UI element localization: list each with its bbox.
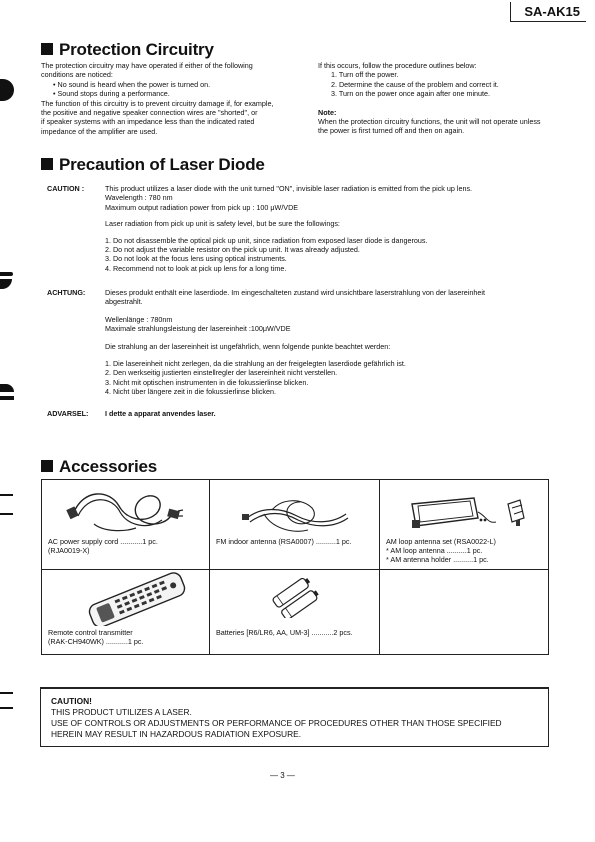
am-loop-antenna-icon [408, 490, 538, 534]
power-cord-icon [64, 484, 184, 536]
page-number: — 3 — [270, 771, 295, 780]
binding-mark [0, 513, 13, 515]
model-number: SA-AK15 [510, 2, 586, 22]
caution-label: CAUTION : [47, 184, 85, 193]
section-bullet-icon [41, 43, 53, 55]
protection-description: The protection circuitry may have operated if either of the following conditions are noticed: • No sound is heard when the power is turned on. • Sound stops during a performance. The function of this circuitry is to prevent circuitry damage if, for example, the positive and negative speaker connection wires are "shorted", or if speaker systems with an impedance less than the indicated rated impedance of the amplifier are used. [41, 61, 274, 136]
remote-control-icon [82, 572, 192, 626]
section-title-protection: Protection Circuitry [41, 40, 214, 60]
advarsel-label: ADVARSEL: [47, 409, 89, 418]
section-title-laser: Precaution of Laser Diode [41, 155, 265, 175]
binding-mark [0, 272, 13, 276]
section-title-accessories: Accessories [41, 457, 157, 477]
binding-hole-mark [0, 79, 14, 101]
accessories-table [41, 479, 549, 655]
binding-mark [0, 707, 13, 709]
accessory-cell-power-cord: AC power supply cord ...........1 pc. (RJA0019-X) [42, 480, 210, 570]
caution-text: This product utilizes a laser diode with the unit turned "ON", invisible laser radiation is emitted from the pick up lens. Wavelength : 780 nm Maximum output radiation power from pick up : 100 μW/VDE Laser radiation from pick up unit is safety level, but be sure the followings: 1. Do not disassemble the optical pick up unit, since radiation from exposed laser diode is dangerous. 2. Do not adjust the variable resistor on the pick up unit. It was already adjusted. 3. Do not look at the focus lens using optical instruments. 4. Recommend not to look at pick up lens for a long time. [105, 184, 473, 273]
protection-procedure: If this occurs, follow the procedure outlines below: 1. Turn off the power. 2. Determine the cause of the problem and correct it. 3. Turn on the power once again after one minute. Note: When the protection circuitry functions, the unit will not operate unless the power is first turned off and then on again. [318, 61, 541, 136]
achtung-label: ACHTUNG: [47, 288, 86, 297]
caution-box-title: CAUTION! [51, 696, 92, 706]
laser-caution-box: CAUTION! THIS PRODUCT UTILIZES A LASER. USE OF CONTROLS OR ADJUSTMENTS OR PERFORMANCE OF PROCEDURES OTHER THAN THOSE SPECIFIED HEREIN MAY RESULT IN HAZARDOUS RADIATION EXPOSURE. [40, 687, 549, 747]
accessory-cell-am-loop: AM loop antenna set (RSA0022-L) * AM loop antenna ..........1 pc. * AM antenna holder ..........1 pc. [380, 480, 548, 570]
binding-mark [0, 494, 13, 496]
section-bullet-icon [41, 158, 53, 170]
accessory-cell-remote: Remote control transmitter (RAK-CH940WK) ...........1 pc. [42, 570, 210, 654]
batteries-icon [268, 578, 328, 618]
section-bullet-icon [41, 460, 53, 472]
accessory-cell-fm-antenna: FM indoor antenna (RSA0007) ..........1 pc. [210, 480, 380, 570]
binding-mark [0, 384, 14, 392]
binding-mark [0, 279, 12, 289]
achtung-text: Dieses produkt enthält eine laserdiode. Im eingeschalteten zustand wird unsichtbare laserstrahlung von der lasereinheit abgestrahlt. Wellenlänge : 780nm Maximale strahlungsleistung der lasereinheit :100μW/VDE Die strahlung an der lasereinheit ist ungefährlich, wenn folgende punkte beachtet werden: 1. Die lasereinheit nicht zerlegen, da die strahlung an der freigelegten laserdiode gefährlich ist. 2. Den werkseitig justierten einstellregler der lasereinheit nicht verstellen. 3. Nicht mit optischen instrumenten in die fokussierlinse blicken. 4. Nicht über längere zeit in die fokussierlinse blicken. [105, 288, 485, 397]
binding-mark [0, 692, 13, 694]
note-label: Note: [318, 107, 337, 117]
advarsel-text: I dette a apparat anvendes laser. [105, 409, 216, 418]
binding-mark [0, 396, 14, 400]
fm-antenna-icon [242, 488, 352, 536]
accessory-cell-batteries: Batteries [R6/LR6, AA, UM-3] ...........2 pcs. [210, 570, 380, 654]
